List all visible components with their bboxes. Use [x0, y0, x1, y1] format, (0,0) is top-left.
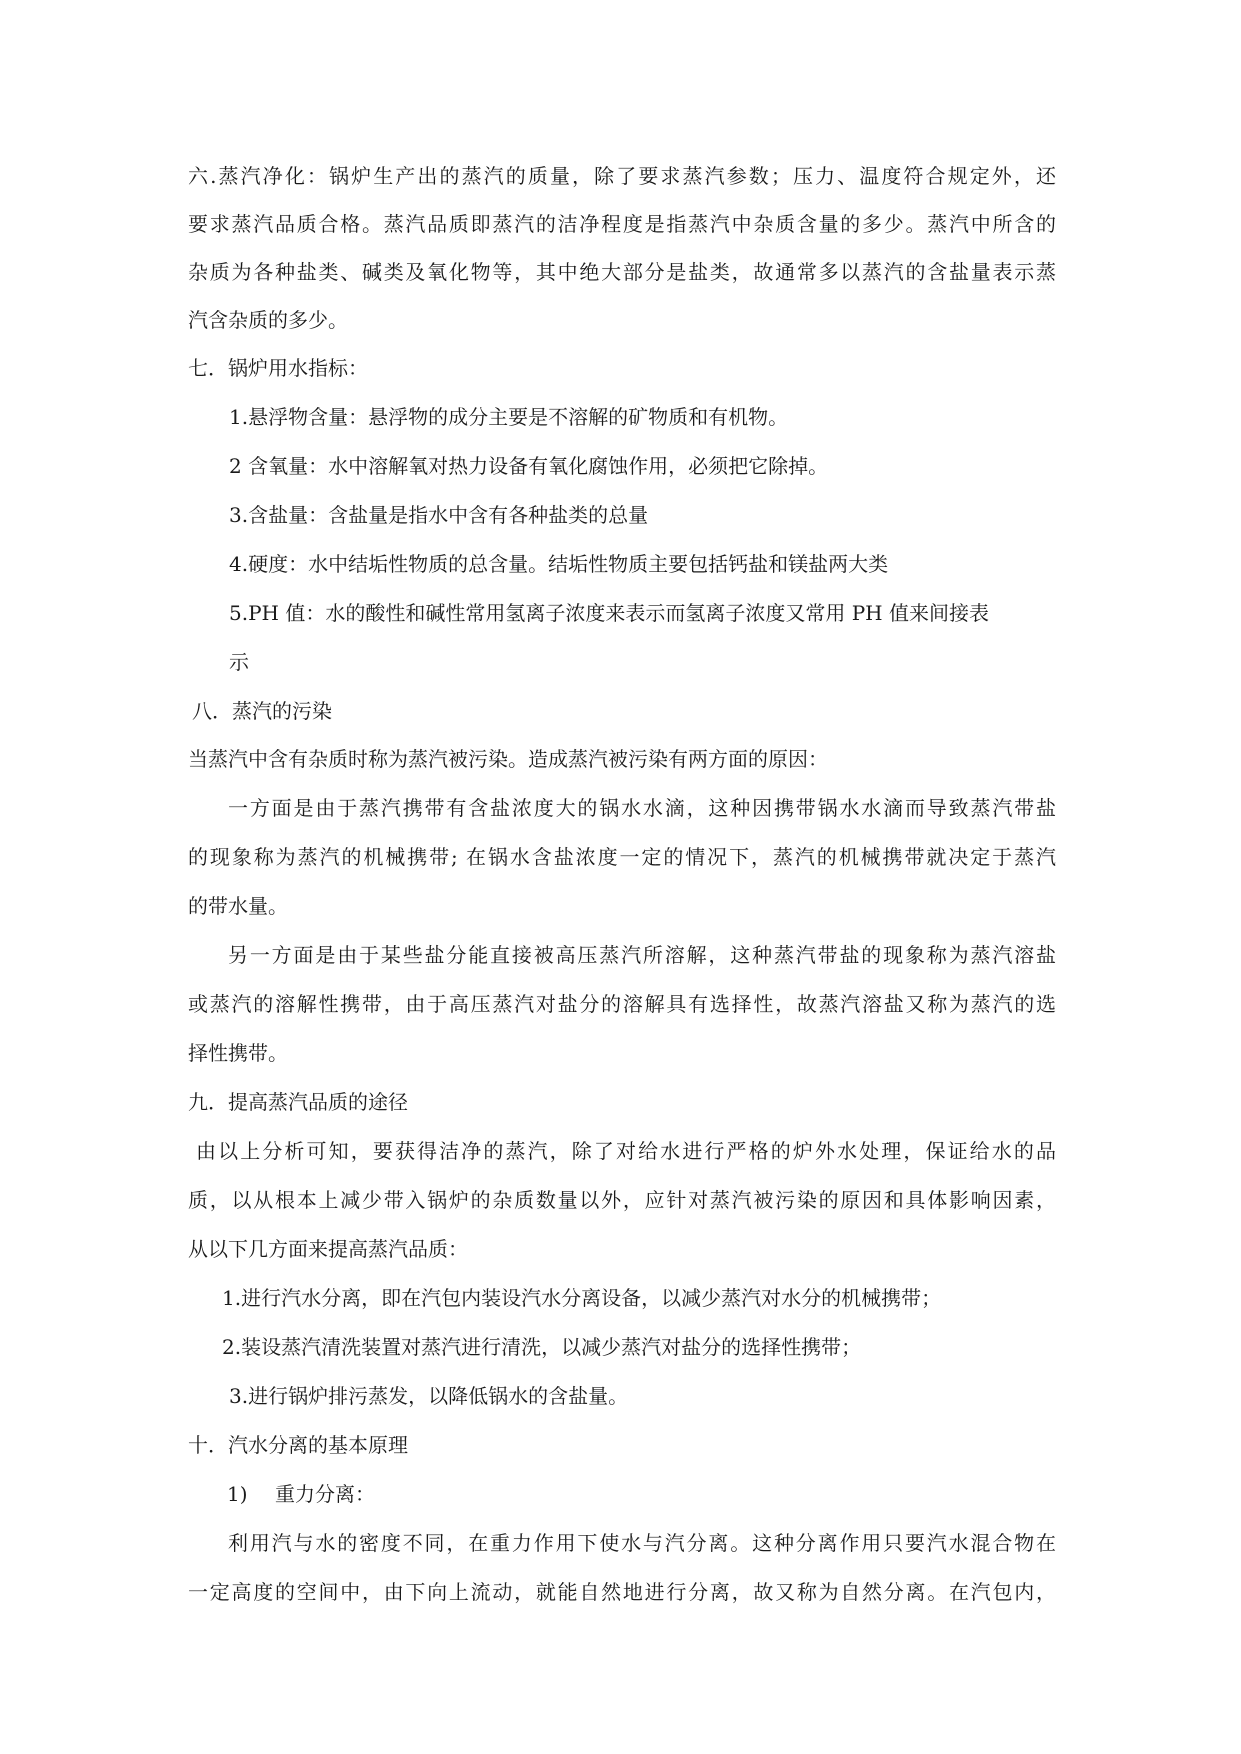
- water-index-item: 2 含氧量：水中溶解氧对热力设备有氧化腐蚀作用，必须把它除掉。: [229, 454, 829, 478]
- section-8-intro: 当蒸汽中含有杂质时称为蒸汽被污染。造成蒸汽被污染有两方面的原因：: [188, 747, 828, 771]
- section-9-heading: 九．提高蒸汽品质的途径: [188, 1090, 408, 1114]
- steam-quality-method-item: 2.装设蒸汽清洗装置对蒸汽进行清洗，以减少蒸汽对盐分的选择性携带；: [222, 1335, 862, 1359]
- section-7-heading: 七．锅炉用水指标：: [188, 356, 368, 380]
- subsection-label: 重力分离：: [275, 1482, 375, 1506]
- section-8-paragraph-2-line: 另一方面是由于某些盐分能直接被高压蒸汽所溶解，这种蒸汽带盐的现象称为蒸汽溶盐: [228, 943, 1056, 967]
- section-6-line: 要求蒸汽品质合格。蒸汽品质即蒸汽的洁净程度是指蒸汽中杂质含量的多少。蒸汽中所含的: [188, 212, 1056, 236]
- section-8-paragraph-2-line: 择性携带。: [188, 1041, 288, 1065]
- section-10-heading: 十．汽水分离的基本原理: [188, 1433, 408, 1457]
- section-9-paragraph-line: 质，以从根本上减少带入锅炉的杂质数量以外，应针对蒸汽被污染的原因和具体影响因素，: [188, 1188, 1056, 1212]
- section-8-paragraph-1-line: 一方面是由于蒸汽携带有含盐浓度大的锅水水滴，这种因携带锅水水滴而导致蒸汽带盐: [228, 796, 1056, 820]
- section-8-paragraph-1-line: 的带水量。: [188, 894, 288, 918]
- subsection-gravity-separation: [227, 1482, 375, 1506]
- section-9-paragraph-line: 从以下几方面来提高蒸汽品质：: [188, 1237, 468, 1261]
- subsection-number: 1): [227, 1482, 248, 1506]
- section-10-paragraph-line: 利用汽与水的密度不同，在重力作用下使水与汽分离。这种分离作用只要汽水混合物在: [228, 1531, 1056, 1555]
- water-index-item: 5.PH 值：水的酸性和碱性常用氢离子浓度来表示而氢离子浓度又常用 PH 值来间接表: [229, 601, 989, 625]
- water-index-item-continued: 示: [229, 650, 249, 674]
- section-8-heading: 八．蒸汽的污染: [192, 699, 332, 723]
- section-6-line: 杂质为各种盐类、碱类及氧化物等，其中绝大部分是盐类，故通常多以蒸汽的含盐量表示蒸: [188, 260, 1056, 284]
- water-index-item: 1.悬浮物含量：悬浮物的成分主要是不溶解的矿物质和有机物。: [229, 405, 789, 429]
- section-6-line: 六.蒸汽净化：锅炉生产出的蒸汽的质量，除了要求蒸汽参数；压力、温度符合规定外，还: [188, 164, 1056, 188]
- section-9-paragraph-line: 由以上分析可知，要获得洁净的蒸汽，除了对给水进行严格的炉外水处理，保证给水的品: [196, 1139, 1056, 1163]
- water-index-item: 4.硬度：水中结垢性物质的总含量。结垢性物质主要包括钙盐和镁盐两大类: [229, 552, 889, 576]
- section-10-paragraph-line: 一定高度的空间中，由下向上流动，就能自然地进行分离，故又称为自然分离。在汽包内，: [188, 1580, 1056, 1604]
- steam-quality-method-item: 3.进行锅炉排污蒸发，以降低锅水的含盐量。: [229, 1384, 629, 1408]
- water-index-item: 3.含盐量：含盐量是指水中含有各种盐类的总量: [229, 503, 649, 527]
- section-8-paragraph-1-line: 的现象称为蒸汽的机械携带; 在锅水含盐浓度一定的情况下，蒸汽的机械携带就决定于蒸汽: [188, 845, 1056, 869]
- steam-quality-method-item: 1.进行汽水分离，即在汽包内装设汽水分离设备，以减少蒸汽对水分的机械携带；: [222, 1286, 942, 1310]
- section-8-paragraph-2-line: 或蒸汽的溶解性携带，由于高压蒸汽对盐分的溶解具有选择性，故蒸汽溶盐又称为蒸汽的选: [188, 992, 1056, 1016]
- section-6-line: 汽含杂质的多少。: [188, 308, 348, 332]
